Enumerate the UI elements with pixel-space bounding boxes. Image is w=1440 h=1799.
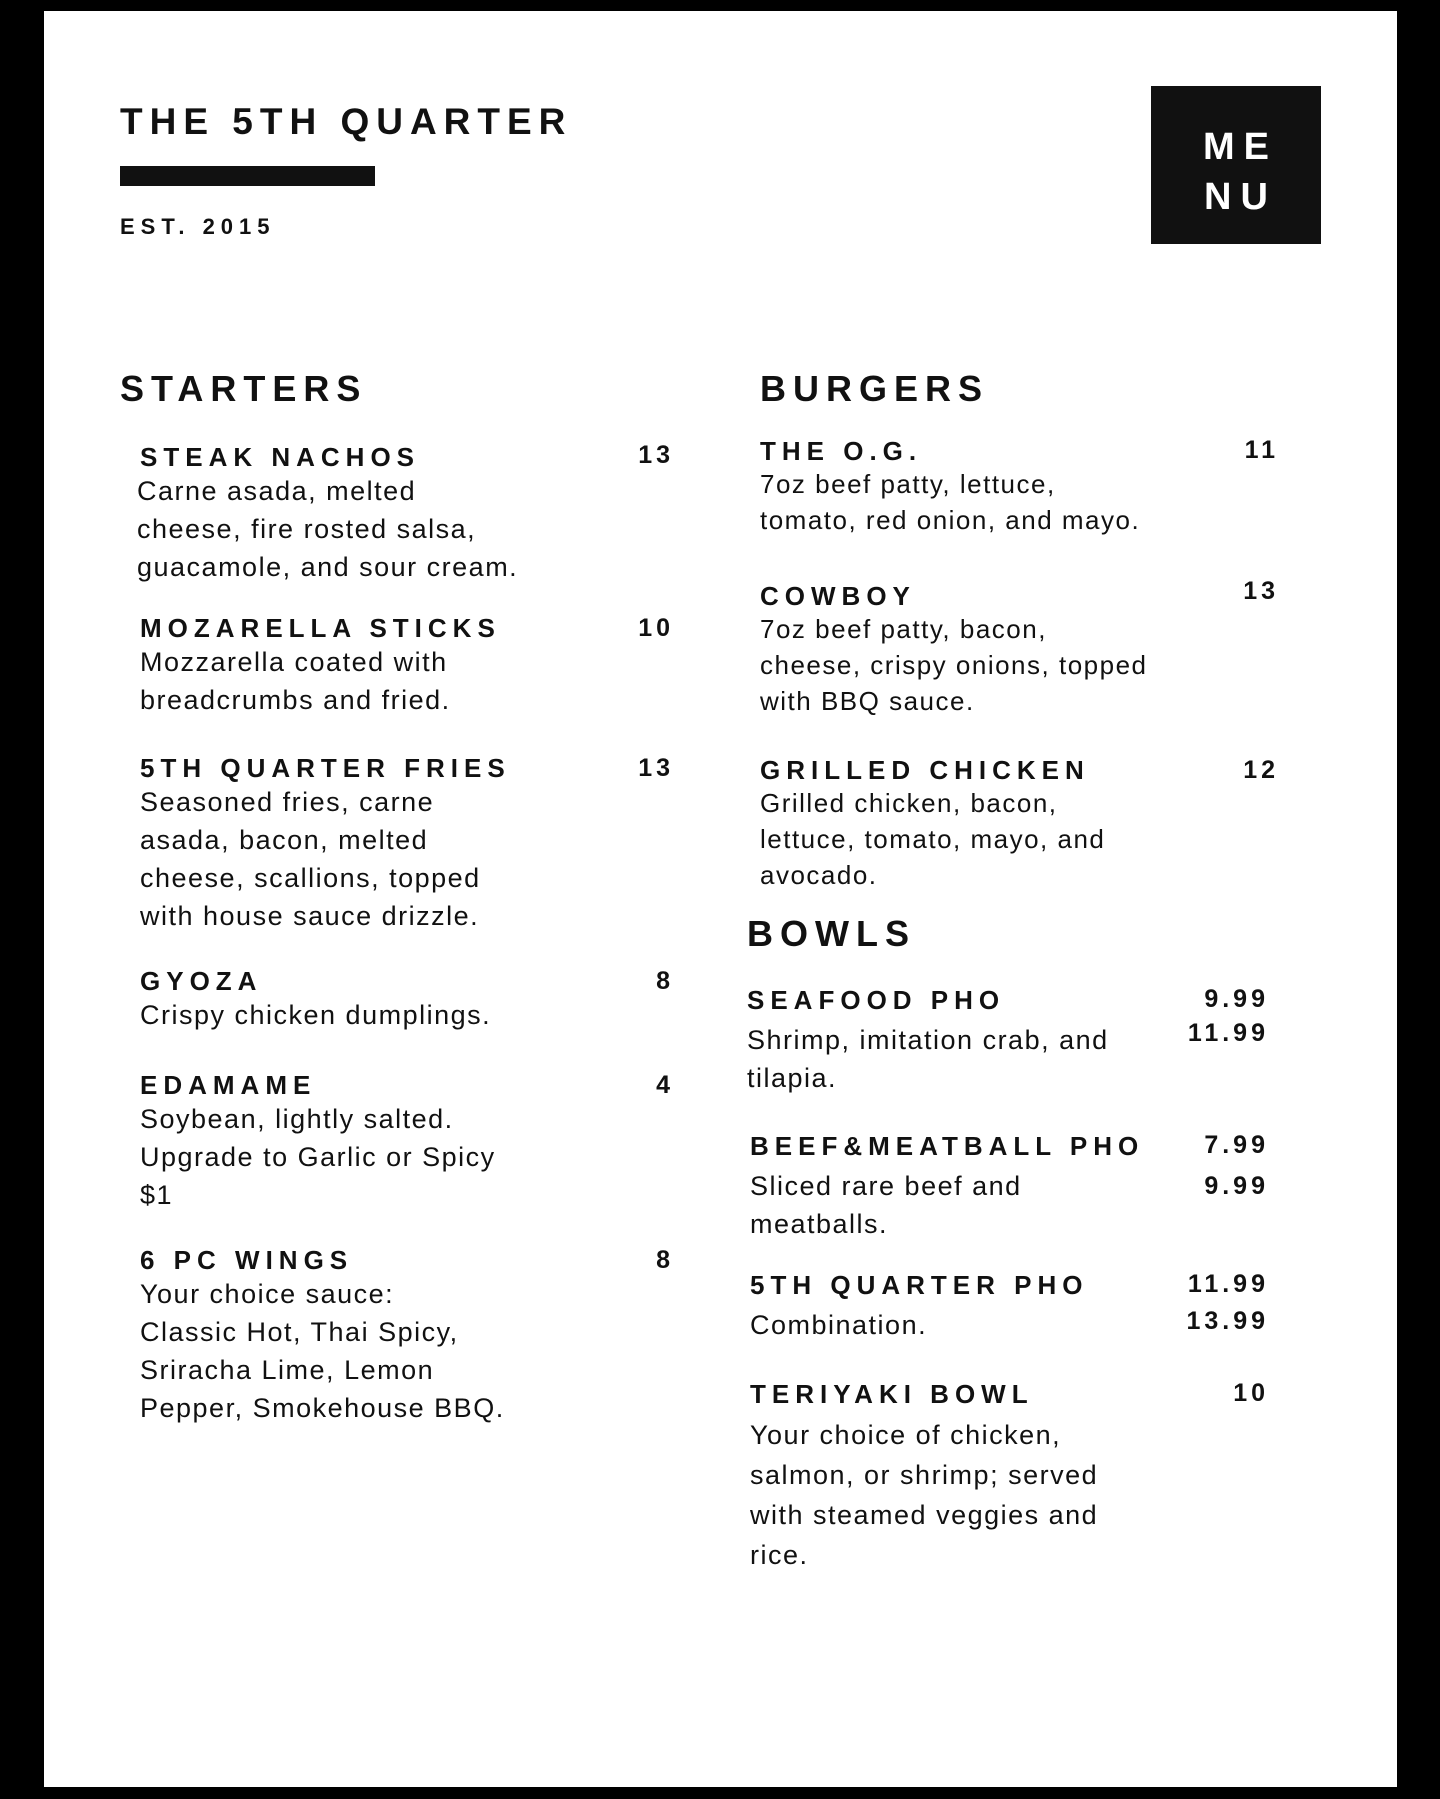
item-price-large: 9.99 (1204, 1172, 1269, 1200)
menu-item-6-pc-wings (140, 1245, 580, 1427)
item-name: THE O.G. (760, 436, 923, 466)
item-description: 7oz beef patty, lettuce, tomato, red onion, and mayo. (760, 469, 1141, 535)
item-price: 13 (638, 754, 674, 782)
item-price: 8 (656, 1246, 674, 1274)
item-price-small: 11.99 (1187, 1270, 1269, 1298)
item-name: 6 PC WINGS (140, 1245, 354, 1275)
menu-item-the-og (760, 436, 1200, 538)
menu-item-5th-quarter-fries (140, 753, 580, 935)
item-description: Crispy chicken dumplings. (140, 1000, 492, 1030)
menu-item-seafood-pho (747, 985, 1177, 1097)
item-name: STEAK NACHOS (140, 442, 421, 472)
menu-item-cowboy (760, 581, 1200, 719)
item-price: 10 (638, 614, 674, 642)
item-price: 12 (1243, 756, 1279, 784)
item-description: Soybean, lightly salted. Upgrade to Garlic or Spicy $1 (140, 1104, 496, 1210)
item-description: Seasoned fries, carne asada, bacon, melted cheese, scallions, topped with house sauce drizzle. (140, 787, 481, 931)
item-name: TERIYAKI BOWL (750, 1379, 1034, 1409)
restaurant-name: THE 5TH QUARTER (120, 101, 573, 142)
section-title-bowls: BOWLS (747, 913, 916, 954)
menu-badge-line2: NU (1204, 176, 1277, 218)
item-description: Carne asada, melted cheese, fire rosted salsa, guacamole, and sour cream. (137, 476, 519, 582)
item-name: GRILLED CHICKEN (760, 755, 1090, 785)
item-price: 10 (1233, 1379, 1269, 1407)
item-description: Combination. (750, 1310, 928, 1340)
item-price-large: 13.99 (1186, 1307, 1269, 1335)
menu-item-teriyaki-bowl (750, 1379, 1180, 1575)
item-price-small: 9.99 (1204, 985, 1269, 1013)
item-price: 8 (656, 967, 674, 995)
menu-item-edamame (140, 1070, 580, 1214)
item-name: BEEF&MEATBALL PHO (750, 1131, 1145, 1161)
item-name: SEAFOOD PHO (747, 985, 1006, 1015)
item-price-small: 7.99 (1204, 1131, 1269, 1159)
item-price: 13 (1243, 577, 1279, 605)
item-price-large: 11.99 (1187, 1019, 1269, 1047)
item-description: Mozzarella coated with breadcrumbs and fried. (140, 647, 451, 715)
menu-item-steak-nachos (137, 442, 580, 586)
item-name: EDAMAME (140, 1070, 317, 1100)
established-year: EST. 2015 (120, 214, 276, 239)
item-description: Grilled chicken, bacon, lettuce, tomato, mayo, and avocado. (760, 788, 1106, 890)
item-name: GYOZA (140, 966, 263, 996)
menu-badge (1151, 86, 1321, 244)
menu-badge-line1: ME (1203, 126, 1278, 168)
menu-item-grilled-chicken (760, 755, 1200, 893)
menu-page (44, 11, 1397, 1787)
item-description: Sliced rare beef and meatballs. (750, 1171, 1022, 1239)
item-description: 7oz beef patty, bacon, cheese, crispy onions, topped with BBQ sauce. (760, 614, 1148, 716)
item-description: Your choice sauce: Classic Hot, Thai Spicy, Sriracha Lime, Lemon Pepper, Smokehouse BBQ. (140, 1279, 505, 1423)
menu-item-5th-quarter-pho (750, 1270, 1180, 1344)
item-name: 5TH QUARTER PHO (750, 1270, 1089, 1300)
item-name: MOZARELLA STICKS (140, 613, 501, 643)
item-price: 4 (656, 1071, 674, 1099)
section-title-starters: STARTERS (120, 368, 368, 409)
menu-item-gyoza (140, 966, 580, 1034)
item-description: Your choice of chicken, salmon, or shrimp; served with steamed veggies and rice. (750, 1420, 1099, 1570)
menu-item-beef-meatball-pho (750, 1131, 1180, 1243)
item-price: 13 (638, 441, 674, 469)
item-price: 11 (1244, 436, 1279, 464)
menu-item-mozarella-sticks (140, 613, 580, 719)
section-title-burgers: BURGERS (760, 368, 990, 409)
item-name: COWBOY (760, 581, 916, 611)
title-underline-bar (120, 166, 375, 186)
item-description: Shrimp, imitation crab, and tilapia. (747, 1025, 1109, 1093)
item-name: 5TH QUARTER FRIES (140, 753, 511, 783)
